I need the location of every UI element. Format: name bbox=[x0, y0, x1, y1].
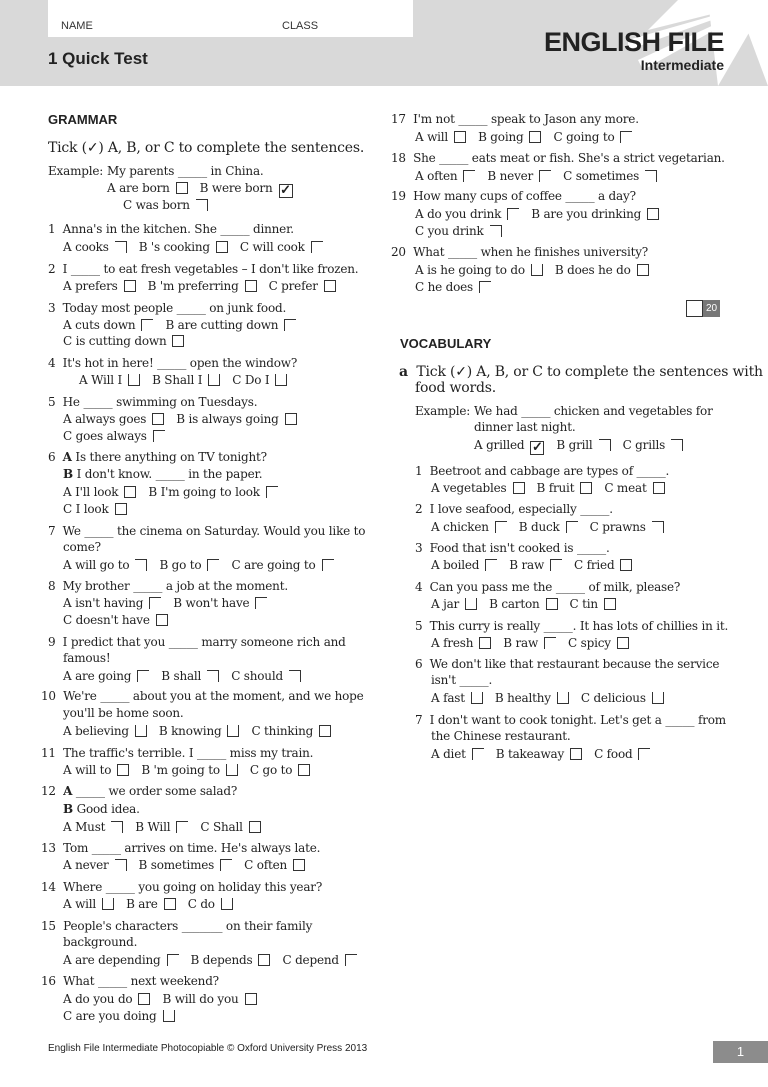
checkbox[interactable] bbox=[550, 559, 562, 571]
checkbox[interactable] bbox=[617, 637, 629, 649]
checkbox[interactable] bbox=[128, 374, 140, 386]
checkbox[interactable] bbox=[207, 559, 219, 571]
question-16: 16 What _____ next weekend? bbox=[41, 974, 219, 988]
checkbox[interactable] bbox=[513, 482, 525, 494]
question-19-options: A do you drink B are you drinking bbox=[415, 207, 671, 221]
question-18-options: A often B never C sometimes bbox=[415, 169, 669, 183]
question-9-options: A are going B shall C should bbox=[63, 669, 313, 683]
question-15-line-2: background. bbox=[63, 935, 138, 949]
question-1-options: A cooks B 's cooking C will cook bbox=[63, 240, 335, 254]
checkbox[interactable] bbox=[490, 225, 502, 237]
question-12-line-2: B Good idea. bbox=[63, 802, 140, 816]
grammar-heading: GRAMMAR bbox=[48, 112, 118, 127]
page-number: 1 bbox=[713, 1041, 768, 1063]
vocab-question-3-options: A boiled B raw C fried bbox=[431, 558, 644, 572]
question-12-options: A Must B Will C Shall bbox=[63, 820, 273, 834]
checkbox[interactable] bbox=[507, 208, 519, 220]
checkbox[interactable] bbox=[196, 199, 208, 211]
checkbox[interactable] bbox=[671, 439, 683, 451]
grammar-instruction: Tick (✓) A, B, or C to complete the sentences. bbox=[48, 140, 365, 156]
question-8-options: A isn't having B won't have bbox=[63, 596, 279, 610]
checkbox[interactable] bbox=[529, 131, 541, 143]
vocab-question-7-line-2: the Chinese restaurant. bbox=[431, 729, 571, 743]
question-3-option-c: C is cutting down bbox=[63, 334, 196, 348]
option-a: A are born bbox=[107, 181, 170, 195]
checkbox[interactable] bbox=[137, 670, 149, 682]
vocabulary-instruction-line-2: food words. bbox=[415, 380, 496, 396]
vocab-question-6-line-2: isn't _____. bbox=[431, 673, 493, 687]
checkbox[interactable] bbox=[324, 280, 336, 292]
vocab-question-4: 4 Can you pass me the _____ of milk, please? bbox=[415, 580, 681, 594]
option-c: C was born bbox=[123, 198, 190, 212]
vocab-question-1-options: A vegetables B fruit C meat bbox=[431, 481, 677, 495]
vocab-question-3: 3 Food that isn't cooked is _____. bbox=[415, 541, 610, 555]
question-6-option-c: C I look bbox=[63, 502, 139, 516]
question-14: 14 Where _____ you going on holiday this year? bbox=[41, 880, 323, 894]
question-16-option-c: C are you doing bbox=[63, 1009, 187, 1023]
option-b: B were born bbox=[199, 181, 273, 195]
checkbox[interactable] bbox=[135, 559, 147, 571]
question-7-line-2: come? bbox=[63, 540, 101, 554]
checkbox[interactable] bbox=[135, 725, 147, 737]
checkbox[interactable] bbox=[216, 241, 228, 253]
vocab-question-2-options: A chicken B duck C prawns bbox=[431, 520, 676, 534]
checkbox[interactable] bbox=[266, 486, 278, 498]
question-7-options: A will go to B go to C are going to bbox=[63, 558, 346, 572]
grammar-example-label: Example: bbox=[48, 164, 104, 178]
vocab-question-2: 2 I love seafood, especially _____. bbox=[415, 502, 613, 516]
checkbox[interactable] bbox=[495, 521, 507, 533]
checkbox[interactable] bbox=[570, 748, 582, 760]
question-13: 13 Tom _____ arrives on time. He's always late. bbox=[41, 841, 321, 855]
checkbox[interactable] bbox=[319, 725, 331, 737]
vocab-question-5-options: A fresh B raw C spicy bbox=[431, 636, 641, 650]
checkbox[interactable] bbox=[275, 374, 287, 386]
checkbox[interactable] bbox=[546, 598, 558, 610]
question-5-option-c: C goes always bbox=[63, 429, 177, 443]
checkbox[interactable] bbox=[153, 430, 165, 442]
footer-text bbox=[48, 1043, 367, 1054]
checkbox[interactable] bbox=[176, 821, 188, 833]
vocab-question-6-options: A fast B healthy C delicious bbox=[431, 691, 676, 705]
checkbox[interactable] bbox=[226, 764, 238, 776]
name-class-box bbox=[48, 0, 413, 37]
question-10-options: A believing B knowing C thinking bbox=[63, 724, 343, 738]
vocabulary-example-label: Example: bbox=[415, 404, 471, 418]
checkbox[interactable] bbox=[604, 598, 616, 610]
vocab-question-7: 7 I don't want to cook tonight. Let's get a _____ from bbox=[415, 713, 726, 727]
checkbox[interactable] bbox=[285, 413, 297, 425]
checkbox[interactable] bbox=[115, 503, 127, 515]
checkbox[interactable] bbox=[115, 859, 127, 871]
checkbox[interactable] bbox=[463, 170, 475, 182]
score-entry[interactable] bbox=[686, 300, 703, 317]
question-19: 19 How many cups of coffee _____ a day? bbox=[391, 189, 636, 203]
checkbox[interactable] bbox=[485, 559, 497, 571]
grammar-example-option-c bbox=[123, 198, 220, 212]
checkbox[interactable] bbox=[227, 725, 239, 737]
checkbox[interactable] bbox=[311, 241, 323, 253]
checkbox[interactable] bbox=[245, 993, 257, 1005]
checkbox[interactable] bbox=[539, 170, 551, 182]
question-3: 3 Today most people _____ on junk food. bbox=[48, 301, 287, 315]
checkbox[interactable] bbox=[345, 954, 357, 966]
checkbox[interactable] bbox=[557, 692, 569, 704]
level-label: Intermediate bbox=[640, 57, 724, 73]
checkbox[interactable] bbox=[479, 281, 491, 293]
question-10: 10 We're _____ about you at the moment, and we hope bbox=[41, 689, 364, 703]
checkbox[interactable] bbox=[249, 821, 261, 833]
question-2: 2 I _____ to eat fresh vegetables – I don't like frozen. bbox=[48, 262, 359, 276]
checkbox[interactable] bbox=[208, 374, 220, 386]
checkbox[interactable] bbox=[176, 182, 188, 194]
checkbox[interactable] bbox=[653, 482, 665, 494]
question-15: 15 People's characters _______ on their family bbox=[41, 919, 313, 933]
question-8: 8 My brother _____ a job at the moment. bbox=[48, 579, 288, 593]
checkbox[interactable] bbox=[255, 597, 267, 609]
checkbox[interactable] bbox=[652, 521, 664, 533]
question-19-option-c: C you drink bbox=[415, 224, 514, 238]
checkbox[interactable] bbox=[637, 264, 649, 276]
checkbox[interactable] bbox=[221, 898, 233, 910]
brand-title: ENGLISH FILE bbox=[543, 27, 724, 57]
question-9: 9 I predict that you _____ marry someone rich and bbox=[48, 635, 346, 649]
checkbox[interactable] bbox=[124, 486, 136, 498]
checkbox[interactable] bbox=[322, 559, 334, 571]
checkbox[interactable] bbox=[479, 637, 491, 649]
checkbox[interactable] bbox=[544, 637, 556, 649]
question-16-options: A do you do B will do you bbox=[63, 992, 269, 1006]
page-header bbox=[0, 0, 768, 86]
vocab-question-1: 1 Beetroot and cabbage are types of _____. bbox=[415, 464, 670, 478]
name-label: NAME bbox=[61, 20, 93, 32]
question-20-option-c: C he does bbox=[415, 280, 503, 294]
checkbox[interactable] bbox=[454, 131, 466, 143]
checkbox[interactable] bbox=[284, 319, 296, 331]
checkbox[interactable] bbox=[531, 264, 543, 276]
checkbox[interactable] bbox=[163, 1010, 175, 1022]
question-1: 1 Anna's in the kitchen. She _____ dinner. bbox=[48, 222, 294, 236]
question-14-options: A will B are C do bbox=[63, 897, 245, 911]
question-15-options: A are depending B depends C depend bbox=[63, 953, 369, 967]
question-4-options: A Will I B Shall I C Do I bbox=[79, 373, 299, 387]
vocabulary-example-stem-2: dinner last night. bbox=[474, 420, 576, 434]
question-10-line-2: you'll be home soon. bbox=[63, 706, 184, 720]
checkbox[interactable] bbox=[207, 670, 219, 682]
question-11-options: A will to B 'm going to C go to bbox=[63, 763, 322, 777]
footer-copyright: Photocopiable © Oxford University Press 2013 bbox=[160, 1043, 368, 1054]
checkbox[interactable] bbox=[465, 598, 477, 610]
question-18: 18 She _____ eats meat or fish. She's a strict vegetarian. bbox=[391, 151, 725, 165]
tick-checkbox[interactable]: ✓ bbox=[532, 440, 543, 455]
question-20: 20 What _____ when he finishes university? bbox=[391, 245, 649, 259]
checkbox[interactable] bbox=[164, 898, 176, 910]
grammar-example-stem: My parents _____ in China. bbox=[107, 164, 264, 178]
checkbox[interactable] bbox=[599, 439, 611, 451]
question-20-options: A is he going to do B does he do bbox=[415, 263, 661, 277]
vocabulary-example-stem: We had _____ chicken and vegetables for bbox=[474, 404, 713, 418]
question-2-options: A prefers B 'm preferring C prefer bbox=[63, 279, 348, 293]
checkbox[interactable] bbox=[167, 954, 179, 966]
checkbox[interactable] bbox=[124, 280, 136, 292]
question-5-options: A always goes B is always going bbox=[63, 412, 309, 426]
question-9-line-2: famous! bbox=[63, 651, 111, 665]
checkbox[interactable] bbox=[647, 208, 659, 220]
checkbox[interactable] bbox=[580, 482, 592, 494]
vocab-question-6: 6 We don't like that restaurant because the service bbox=[415, 657, 720, 671]
checkbox[interactable] bbox=[111, 821, 123, 833]
checkbox[interactable] bbox=[293, 859, 305, 871]
checkbox[interactable] bbox=[115, 241, 127, 253]
question-3-options: A cuts down B are cutting down bbox=[63, 318, 308, 332]
vocab-question-4-options: A jar B carton C tin bbox=[431, 597, 628, 611]
checkbox[interactable] bbox=[566, 521, 578, 533]
checkbox[interactable] bbox=[152, 413, 164, 425]
checkbox[interactable] bbox=[638, 748, 650, 760]
checkbox[interactable] bbox=[138, 993, 150, 1005]
question-11: 11 The traffic's terrible. I _____ miss my train. bbox=[41, 746, 314, 760]
vocabulary-example-options: A grilled ✓ B grill C grills bbox=[474, 438, 695, 455]
question-6-line-2: B I don't know. _____ in the paper. bbox=[63, 467, 263, 481]
question-4: 4 It's hot in here! _____ open the window? bbox=[48, 356, 298, 370]
checkbox[interactable] bbox=[471, 692, 483, 704]
question-17: 17 I'm not _____ speak to Jason any more. bbox=[391, 112, 639, 126]
vocabulary-instruction: a Tick (✓) A, B, or C to complete the sentences with bbox=[399, 364, 763, 380]
question-6-options: A I'll look B I'm going to look bbox=[63, 485, 290, 499]
question-17-options: A will B going C going to bbox=[415, 130, 644, 144]
score-total: 20 bbox=[703, 300, 720, 317]
checkbox[interactable] bbox=[620, 559, 632, 571]
vocab-question-7-options: A diet B takeaway C food bbox=[431, 747, 662, 761]
checkbox[interactable] bbox=[620, 131, 632, 143]
checkbox[interactable] bbox=[149, 597, 161, 609]
question-8-option-c: C doesn't have bbox=[63, 613, 180, 627]
checkbox[interactable] bbox=[652, 692, 664, 704]
question-6: 6 A Is there anything on TV tonight? bbox=[48, 450, 267, 464]
vocabulary-heading: VOCABULARY bbox=[400, 336, 492, 351]
tick-checkbox[interactable]: ✓ bbox=[280, 183, 291, 198]
question-12: 12 A _____ we order some salad? bbox=[41, 784, 238, 798]
checkbox[interactable] bbox=[172, 335, 184, 347]
checkbox[interactable] bbox=[141, 319, 153, 331]
vocab-question-5: 5 This curry is really _____. It has lots of chillies in it. bbox=[415, 619, 729, 633]
question-5: 5 He _____ swimming on Tuesdays. bbox=[48, 395, 258, 409]
class-label: CLASS bbox=[282, 20, 319, 32]
checkbox[interactable] bbox=[289, 670, 301, 682]
question-13-options: A never B sometimes C often bbox=[63, 858, 317, 872]
checkbox[interactable] bbox=[298, 764, 310, 776]
checkbox[interactable] bbox=[472, 748, 484, 760]
test-title: 1 Quick Test bbox=[48, 49, 148, 68]
checkbox[interactable] bbox=[220, 859, 232, 871]
checkbox[interactable] bbox=[245, 280, 257, 292]
checkbox[interactable] bbox=[645, 170, 657, 182]
checkbox[interactable] bbox=[117, 764, 129, 776]
question-7: 7 We _____ the cinema on Saturday. Would you like to bbox=[48, 524, 366, 538]
checkbox[interactable] bbox=[156, 614, 168, 626]
grammar-example-options bbox=[107, 181, 305, 198]
checkbox[interactable] bbox=[102, 898, 114, 910]
checkbox[interactable] bbox=[258, 954, 270, 966]
footer-series: English File Intermediate bbox=[48, 1043, 159, 1054]
